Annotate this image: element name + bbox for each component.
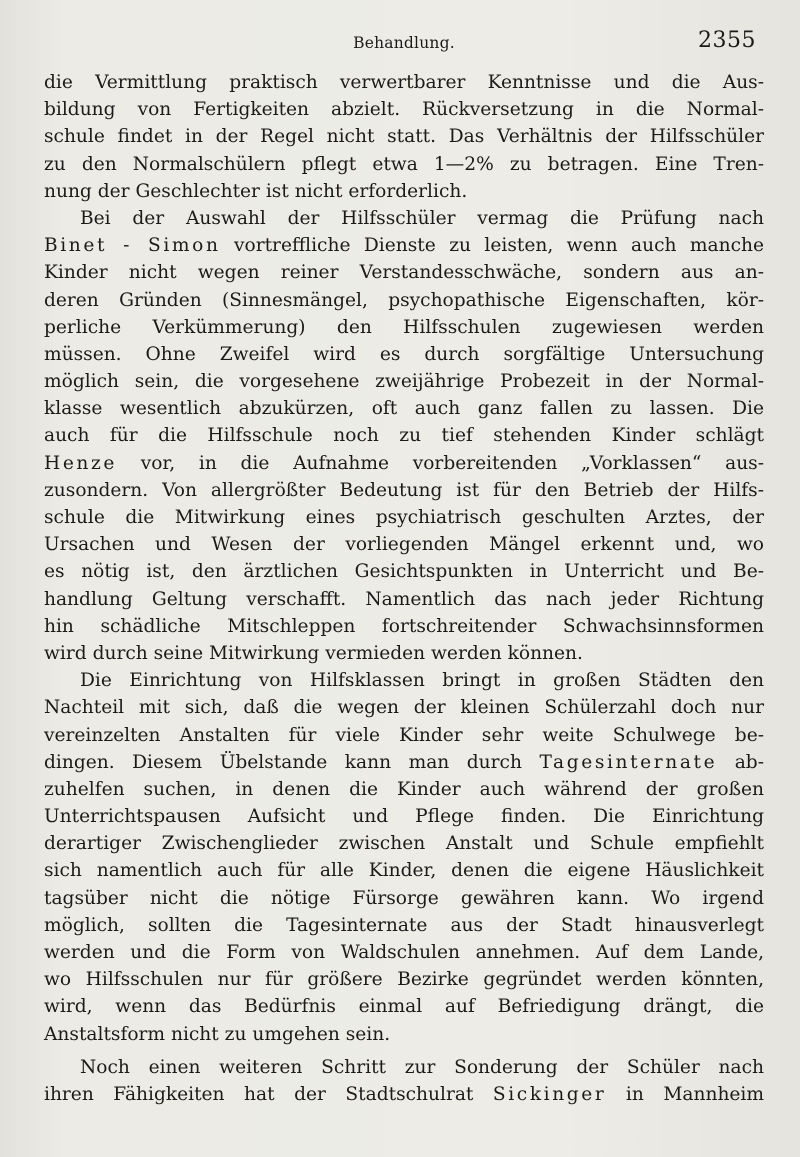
line-text: zusondern. Von allergrößter Bedeutung ist für den Betrieb der Hilfs- xyxy=(44,479,764,501)
line-text: es nötig ist, den ärztlichen Gesichtspunkten in Unterricht und Be- xyxy=(44,561,764,583)
line-text: hin schädliche Mitschleppen fortschreitender Schwachsinnsformen xyxy=(44,615,764,637)
text-line xyxy=(44,123,764,150)
line-text: perliche Verkümmerung) den Hilfsschulen zugewiesen werden xyxy=(44,316,764,338)
line-text: sich namentlich auch für alle Kinder, denen die eigene Häuslichkeit xyxy=(44,860,764,882)
line-text: müssen. Ohne Zweifel wird es durch sorgfältige Untersuchung xyxy=(44,343,764,365)
line-text: handlung Geltung verschafft. Namentlich das nach jeder Richtung xyxy=(44,588,764,610)
text-line xyxy=(44,640,764,667)
text-line xyxy=(44,803,764,830)
line-text: Anstaltsform nicht zu umgehen sein. xyxy=(44,1023,391,1045)
text-line xyxy=(44,912,764,939)
line-text: bildung von Fertigkeiten abzielt. Rückversetzung in die Normal- xyxy=(44,99,764,121)
text-line xyxy=(44,1021,764,1048)
line-text: zu den Normalschülern pflegt etwa 1—2% zu betragen. Eine Tren- xyxy=(44,153,764,175)
line-text: Nachteil mit sich, daß die wegen der kleinen Schülerzahl doch nur xyxy=(44,697,764,719)
text-line xyxy=(44,966,764,993)
line-text: Die Einrichtung von Hilfsklassen bringt in großen Städten den xyxy=(80,670,764,692)
line-text: die Vermittlung praktisch verwertbarer Kenntnisse und die Aus- xyxy=(44,72,764,93)
line-text: klasse wesentlich abzukürzen, oft auch ganz fallen zu lassen. Die xyxy=(44,398,764,420)
line-text-before: ihren Fähigkeiten hat der Stadtschulrat xyxy=(44,1083,493,1105)
line-text-before: dingen. Diesem Übelstande kann man durch xyxy=(44,751,540,773)
text-line xyxy=(44,69,764,96)
spaced-name: Binet - Simon xyxy=(44,235,221,257)
spaced-name: Tagesinternate xyxy=(539,751,718,773)
line-text: schule findet in der Regel nicht statt. Das Verhältnis der Hilfsschüler xyxy=(44,126,764,148)
text-line xyxy=(44,558,764,585)
line-text: in Mannheim xyxy=(606,1083,765,1105)
line-text: Ursachen und Wesen der vorliegenden Mängel erkennt und, wo xyxy=(44,534,764,556)
text-line xyxy=(44,151,764,178)
spaced-name: Henze xyxy=(44,452,117,474)
text-line xyxy=(44,885,764,912)
text-line xyxy=(44,531,764,558)
line-text: werden und die Form von Waldschulen annehmen. Auf dem Lande, xyxy=(44,942,764,963)
text-line xyxy=(44,830,764,857)
line-text: möglich sein, die vorgesehene zweijährige Probezeit in der Normal- xyxy=(44,371,764,393)
body-text xyxy=(44,69,764,1108)
text-line xyxy=(44,504,764,531)
line-text: vereinzelten Anstalten für viele Kinder sehr weite Schulwege be- xyxy=(44,724,764,746)
text-line xyxy=(44,749,764,776)
text-line xyxy=(44,422,764,449)
text-line xyxy=(44,667,764,694)
line-text: deren Gründen (Sinnesmängel, psychopathische Eigenschaften, kör- xyxy=(44,289,764,311)
text-line xyxy=(44,178,764,205)
line-text: tagsüber nicht die nötige Fürsorge gewähren kann. Wo irgend xyxy=(44,887,764,909)
text-line xyxy=(44,96,764,123)
page-header xyxy=(44,28,764,62)
line-text: ab- xyxy=(717,751,764,773)
line-text: schule die Mitwirkung eines psychiatrisch geschulten Arztes, der xyxy=(44,507,764,528)
line-text: wo Hilfsschulen nur für größere Bezirke gegründet werden könnten, xyxy=(44,969,764,991)
line-text: auch für die Hilfsschule noch zu tief stehenden Kinder schlägt xyxy=(44,425,764,447)
text-line xyxy=(44,776,764,803)
text-line xyxy=(44,694,764,721)
text-line xyxy=(44,477,764,504)
line-text: möglich, sollten die Tagesinternate aus der Stadt hinausverlegt xyxy=(44,914,764,936)
text-line xyxy=(44,613,764,640)
text-line xyxy=(44,1081,764,1108)
running-title: Behandlung. xyxy=(353,34,455,52)
line-text: vortreffliche Dienste zu leisten, wenn auch manche xyxy=(220,235,764,257)
line-text: Noch einen weiteren Schritt zur Sonderung der Schüler nach xyxy=(80,1056,764,1078)
text-line xyxy=(44,1054,764,1081)
text-line xyxy=(44,993,764,1020)
line-text: wird durch seine Mitwirkung vermieden werden können. xyxy=(44,642,583,664)
line-text: derartiger Zwischenglieder zwischen Anstalt und Schule empfiehlt xyxy=(44,833,764,855)
text-line xyxy=(44,450,764,477)
text-line xyxy=(44,205,764,232)
text-line xyxy=(44,232,764,259)
text-line xyxy=(44,722,764,749)
text-line xyxy=(44,395,764,422)
text-line xyxy=(44,586,764,613)
text-line xyxy=(44,287,764,314)
text-line xyxy=(44,341,764,368)
text-line xyxy=(44,259,764,286)
text-line xyxy=(44,368,764,395)
line-text: Kinder nicht wegen reiner Verstandesschwäche, sondern aus an- xyxy=(44,262,764,284)
line-text: vor, in die Aufnahme vorbereitenden „Vorklassen“ aus- xyxy=(117,452,764,474)
line-text: nung der Geschlechter ist nicht erforderlich. xyxy=(44,180,468,202)
spaced-name: Sickinger xyxy=(492,1083,607,1105)
line-text: zuhelfen suchen, in denen die Kinder auch während der großen xyxy=(44,778,764,800)
page-number: 2355 xyxy=(698,28,756,53)
line-text: Bei der Auswahl der Hilfsschüler vermag die Prüfung nach xyxy=(80,207,764,229)
text-line xyxy=(44,314,764,341)
text-line xyxy=(44,857,764,884)
line-text: Unterrichtspausen Aufsicht und Pflege finden. Die Einrichtung xyxy=(44,806,764,828)
text-line xyxy=(44,939,764,966)
line-text: wird, wenn das Bedürfnis einmal auf Befriedigung drängt, die xyxy=(44,996,764,1018)
